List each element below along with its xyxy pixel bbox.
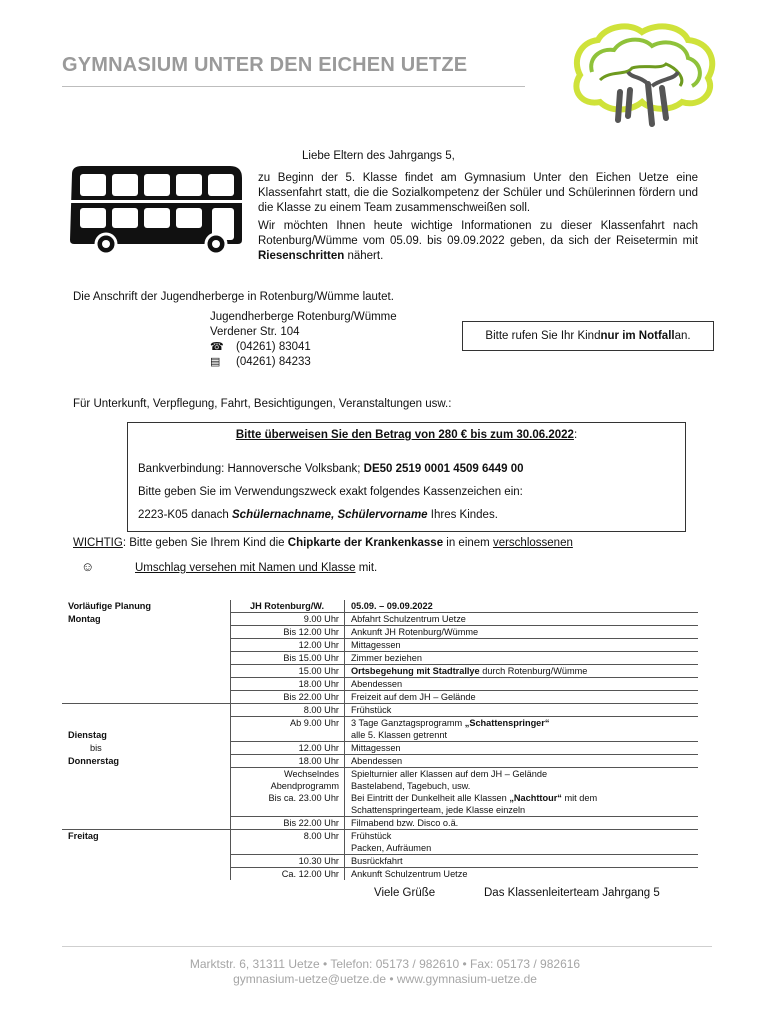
table-row: Bis 12.00 Uhr Ankunft JH Rotenburg/Wümme bbox=[62, 626, 698, 639]
hostel-street: Verdener Str. 104 bbox=[210, 326, 300, 338]
costs-intro: Für Unterkunft, Verpflegung, Fahrt, Besichtigungen, Veranstaltungen usw.: bbox=[73, 398, 452, 410]
payment-reference: 2223-K05 danach Schülernachname, Schülervorname Ihres Kindes. bbox=[138, 509, 498, 521]
important-note: WICHTIG: Bitte geben Sie Ihrem Kind die Chipkarte der Krankenkasse in einem verschlossenen bbox=[73, 537, 573, 549]
table-row: Schattenspringerteam, jede Klasse einzeln bbox=[62, 804, 698, 817]
table-row: Abendprogramm Bastelabend, Tagebuch, usw. bbox=[62, 780, 698, 792]
footer-divider bbox=[62, 946, 712, 947]
intro-paragraph: zu Beginn der 5. Klasse findet am Gymnasium Unter den Eichen Uetze eine Klassenfahrt statt, die die Sozialkompetenz der Schüler und Schülerinnen fördern und die Klasse zu einem Team zusammenschweißen soll. bbox=[258, 172, 698, 214]
table-row: Ca. 12.00 Uhr Ankunft Schulzentrum Uetze bbox=[62, 868, 698, 881]
table-row: Bis 22.00 Uhr Freizeit auf dem JH – Gelände bbox=[62, 691, 698, 704]
table-row: 15.00 Uhr Ortsbegehung mit Stadtrallye durch Rotenburg/Wümme bbox=[62, 665, 698, 678]
table-row: Montag 9.00 Uhr Abfahrt Schulzentrum Uetze bbox=[62, 613, 698, 626]
payment-box bbox=[127, 422, 686, 532]
table-row: 8.00 Uhr Frühstück bbox=[62, 704, 698, 717]
bank-details: Bankverbindung: Hannoversche Volksbank; DE50 2519 0001 4509 6449 00 bbox=[138, 463, 524, 475]
trip-info-paragraph: Wir möchten Ihnen heute wichtige Informationen zu dieser Klassenfahrt nach Rotenburg/Wümme vom 05.09. bis 09.09.2022 geben, da sich der Reisetermin mit Riesenschritten nähert. bbox=[258, 220, 698, 262]
table-row: Dienstag alle 5. Klassen getrennt bbox=[62, 729, 698, 742]
table-row: Freitag 8.00 Uhr Frühstück bbox=[68, 831, 392, 841]
schedule-header-row: Vorläufige Planung JH Rotenburg/W. 05.09. – 09.09.2022 bbox=[62, 600, 698, 613]
footer-web: gymnasium-uetze@uetze.de • www.gymnasium-uetze.de bbox=[233, 972, 537, 986]
address-intro: Die Anschrift der Jugendherberge in Rotenburg/Wümme lautet. bbox=[73, 291, 394, 303]
purpose-instruction: Bitte geben Sie im Verwendungszweck exakt folgendes Kassenzeichen ein: bbox=[138, 486, 523, 498]
closing-regards: Viele Grüße bbox=[374, 887, 436, 899]
table-row: 18.00 Uhr Abendessen bbox=[62, 678, 698, 691]
table-row: Bis 22.00 Uhr Filmabend bzw. Disco o.ä. bbox=[62, 817, 698, 830]
table-row: Bis ca. 23.00 Uhr Bei Eintritt der Dunkelheit alle Klassen „Nachttour“ mit dem bbox=[62, 792, 698, 804]
table-row: bis 12.00 Uhr Mittagessen bbox=[62, 742, 698, 755]
table-row: 10.30 Uhr Busrückfahrt bbox=[62, 855, 698, 868]
payment-headline: Bitte überweisen Sie den Betrag von 280 € bis zum 30.06.2022: bbox=[235, 429, 578, 441]
double-decker-bus-icon bbox=[66, 164, 246, 254]
header-divider bbox=[62, 86, 525, 87]
important-note-line2: ☺ Umschlag versehen mit Namen und Klasse mit. bbox=[73, 559, 377, 574]
signature: Das Klassenleiterteam Jahrgang 5 bbox=[484, 887, 660, 899]
table-row: Wechselndes Spielturnier aller Klassen auf dem JH – Gelände bbox=[62, 768, 698, 781]
school-name: GYMNASIUM UNTER DEN EICHEN UETZE bbox=[62, 54, 468, 76]
hostel-fax: ▤ (04261) 84233 bbox=[210, 356, 311, 368]
table-row: Ab 9.00 Uhr 3 Tage Ganztagsprogramm „Schattenspringer“ bbox=[62, 717, 698, 730]
hostel-name: Jugendherberge Rotenburg/Wümme bbox=[210, 311, 397, 323]
table-row: Donnerstag 18.00 Uhr Abendessen bbox=[62, 755, 698, 768]
table-row: Bis 15.00 Uhr Zimmer beziehen bbox=[62, 652, 698, 665]
phone-icon: ☎ bbox=[210, 341, 224, 353]
hostel-phone: ☎ (04261) 83041 bbox=[210, 341, 311, 353]
fax-icon: ▤ bbox=[210, 356, 221, 368]
greeting: Liebe Eltern des Jahrgangs 5, bbox=[302, 150, 455, 162]
school-tree-logo bbox=[570, 20, 720, 130]
schedule-table bbox=[62, 600, 698, 880]
table-row: Packen, Aufräumen bbox=[62, 842, 698, 855]
smiley-icon: ☺ bbox=[81, 559, 95, 574]
hostel-address bbox=[210, 310, 397, 370]
table-row: 12.00 Uhr Mittagessen bbox=[62, 639, 698, 652]
footer-contact: Marktstr. 6, 31311 Uetze • Telefon: 05173 / 982610 • Fax: 05173 / 982616 bbox=[189, 957, 581, 971]
emergency-call-notice: Bitte rufen Sie Ihr Kind nur im Notfall an. bbox=[462, 321, 714, 351]
